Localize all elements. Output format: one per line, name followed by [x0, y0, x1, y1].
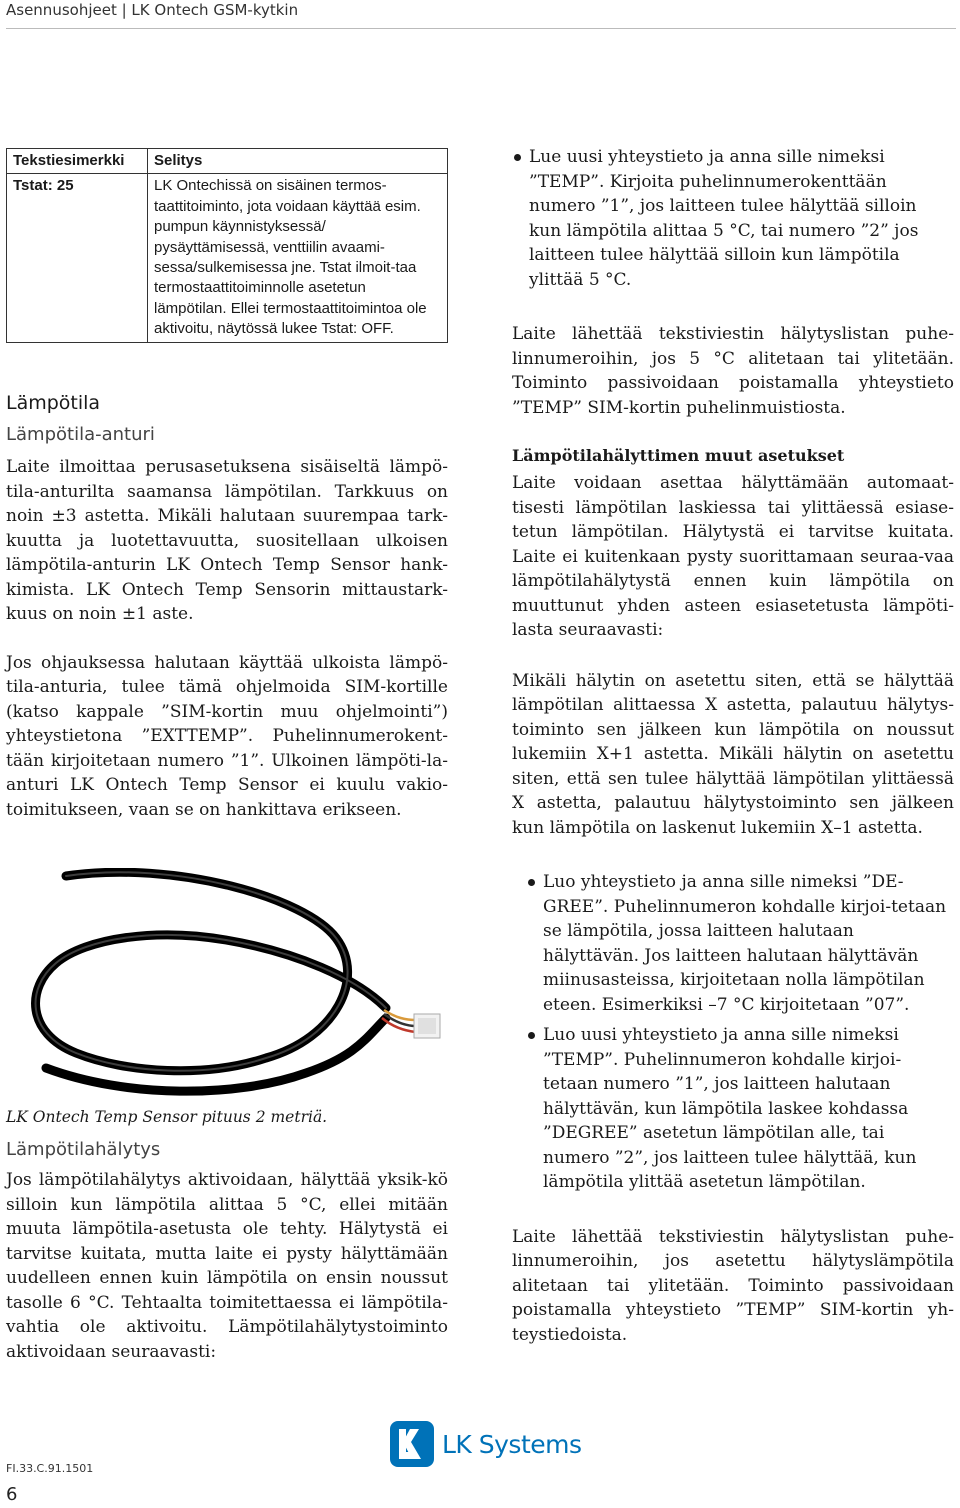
list-item: Luo yhteystieto ja anna sille nimeksi ”DE-GREE”. Puhelinnumeron kohdalle kirjoi-tetaan se lämpötila, jossa laitteen halutaan hälyttävän. Jos laitteen halutaan hälyttävän miinusasteissa, kirjoitetaan nolla lämpötilan eteen. Esimerkiksi –7 °C kirjoitetaan ”07”. [512, 870, 954, 1017]
paragraph-alarm-sms: Laite lähettää tekstiviestin hälytyslistan puhe-linnumeroihin, jos 5 °C alitetaan tai ylitetään. Toiminto passivoidaan poistamalla yhteystieto ”TEMP” SIM-kortin puhelinmuistiosta. [512, 324, 954, 418]
subheading-temperature-alarm: Lämpötilahälytys [6, 1139, 161, 1160]
temp-sensor-cable-image [6, 868, 446, 1108]
logo-text: LK Systems [442, 1429, 582, 1459]
paragraph-alarm-reset: Mikäli hälytin on asetettu siten, että se hälyttää lämpötilan alittaessa X astetta, palautuu hälytys-toiminto sen jälkeen kun lämpötila on noussut lukemiin X+1 astetta. Mikäli hälytin on asetettu siten, että sen tulee hälyttää lämpötilan ylittäessä X astetta, palautuu hälytystoiminto sen jälkeen kun lämpötila on laskenut lukemiin X–1 astetta. [512, 670, 954, 838]
document-header: Asennusohjeet | LK Ontech GSM-kytkin [6, 1, 299, 19]
document-code: FI.33.C.91.1501 [6, 1462, 94, 1475]
paragraph-sensor-accuracy: Laite ilmoittaa perusasetuksena sisäiseltä lämpö-tila-anturilta saamansa lämpötilan. Tarkkuus on noin ±3 astetta. Mikäli halutaan suurempaa tark-kuutta ja luotettavuutta, suositellaan ulkoisen lämpötila-anturin LK Ontech Temp Sensor hank-kimista. LK Ontech Temp Sensorin mittaustark-kuus on noin ±1 aste. [6, 457, 448, 624]
right-column [512, 145, 954, 1347]
table-cell-explanation: LK Ontechissä on sisäinen termos-taattitoiminto, jota voidaan käyttää esim. pumpun käynnistyksessä/ pysäyttämisessä, venttiilin avaami-sessa/sulkemisessa jne. Tstat ilmoit-taa termostaattitoiminnolle asetetun lämpötilan. Ellei termostaattitoimintoa ole aktivoitu, näytössä lukee Tstat: OFF. [148, 174, 448, 342]
table-row [7, 174, 448, 342]
table-cell-example: Tstat: 25 [7, 174, 148, 342]
left-column-lower [6, 1108, 448, 1364]
paragraph-temperature-alarm: Jos lämpötilahälytys aktivoidaan, hälyttää yksik-kö silloin kun lämpötila alittaa 5 °C, ellei mitään muuta lämpötila-asetusta ole tehty. Hälytystä ei tarvitse kuitata, mutta laite ei pysty hälyttämään uudelleen ennen kuin lämpötila on ensin noussut tasolle 6 °C. Tehtaalta toimitettaessa ei lämpötila-vahtia ole aktivoitu. Lämpötilahälytystoiminto aktivoidaan seuraavasti: [6, 1170, 448, 1362]
text-example-table [6, 148, 448, 343]
section-heading-temperature: Lämpötila [6, 392, 101, 414]
bullet-list-degree [512, 870, 954, 1195]
bullet-list-temp [498, 145, 954, 292]
paragraph-external-sensor: Jos ohjauksessa halutaan käyttää ulkoista lämpö-tila-anturia, tulee tämä ohjelmoida SIM-kortille (katso kappale ”SIM-kortin muu ohjelmointi”) yhteystietona ”EXTTEMP”. Puhelinnumerokent-tään kirjoitetaan numero ”1”. Ulkoinen lämpöti-la-anturi LK Ontech Temp Sensor ei kuulu vakio-toimitukseen, vaan se on hankittava erikseen. [6, 652, 448, 820]
image-caption: LK Ontech Temp Sensor pituus 2 metriä. [6, 1108, 328, 1126]
paragraph-auto-alarm: Laite voidaan asettaa hälyttämään automaat-tisesti lämpötilan laskiessa tai ylittäessä esiase-tetun lämpötilan. Hälytystä ei tarvitse kuitata. Laite ei kuitenkaan pysty suorittamaan seuraa-vaa lämpötilahälytystä ennen kuin lämpötila on muuttunut yhden asteen esiasetetusta lämpöti-lasta seuraavasti: [512, 473, 954, 640]
list-item: Luo uusi yhteystieto ja anna sille nimeksi ”TEMP”. Puhelinnumeron kohdalle kirjoi-tetaan numero ”1”, jos laitteen halutaan hälyttävän, kun lämpötila laskee kohdassa ”DEGREE” asetetun lämpötilan alle, tai numero ”2”, jos laitteen tulee hälyttää, kun lämpötila ylittää asetetun lämpötilan. [512, 1023, 954, 1195]
subheading-other-settings: Lämpötilahälyttimen muut asetukset [512, 446, 845, 465]
list-item: Lue uusi yhteystieto ja anna sille nimeksi ”TEMP”. Kirjoita puhelinnumerokenttään numero ”1”, jos laitteen tulee hälyttää silloin kun lämpötila alittaa 5 °C, tai numero ”2” jos laitteen tulee hälyttää silloin kun lämpötila ylittää 5 °C. [498, 145, 954, 292]
header-divider [6, 28, 956, 29]
table-header-row [7, 149, 448, 174]
table-header-explanation: Selitys [148, 149, 448, 174]
page-number: 6 [6, 1484, 18, 1505]
lk-systems-logo [390, 1420, 582, 1468]
lk-logo-icon [390, 1421, 434, 1467]
paragraph-alarm-sms-degree: Laite lähettää tekstiviestin hälytyslistan puhe-linnumeroihin, jos asetettu hälytyslämpötila alitetaan tai ylitetään. Toiminto passivoidaan poistamalla yhteystieto ”TEMP” SIM-kortin yh-teystiedoista. [512, 1226, 954, 1345]
table-header-example: Tekstiesimerkki [7, 149, 148, 174]
subheading-temperature-sensor: Lämpötila-anturi [6, 424, 155, 445]
left-column-upper [6, 392, 448, 822]
